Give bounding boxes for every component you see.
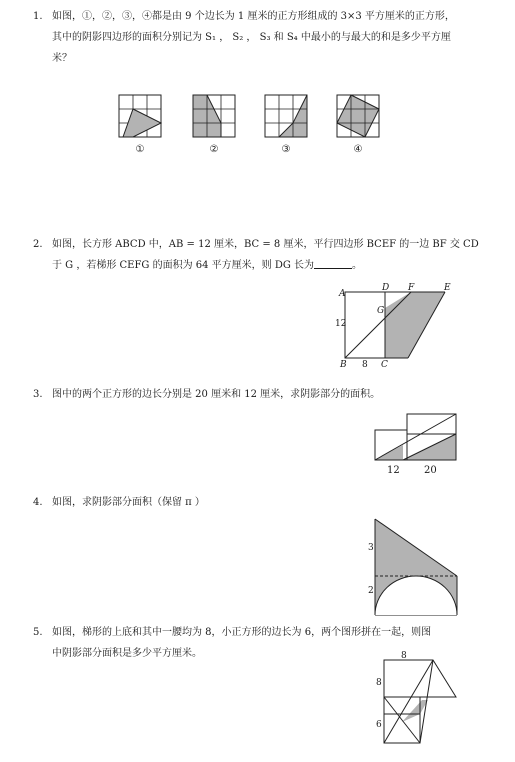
figure-caption: ② [209,144,219,155]
point-label-C: C [381,360,388,370]
bottom-length-label: 2 [368,586,374,596]
problem-5 [33,622,483,664]
side-length-label: 12 [335,319,347,329]
point-label-A: A [339,289,346,299]
two-squares-figure [375,414,456,461]
problem-4 [33,492,483,513]
problem-number: 2. [33,239,43,250]
figure-caption: ① [135,144,145,155]
bottom-length-label: 8 [362,360,368,370]
problem-number: 4. [33,497,43,508]
point-label-G: G [377,306,385,316]
problem-1 [33,6,483,69]
trapezoid-square-figure [384,660,456,744]
problem-text-line: 米？ [52,53,72,64]
top-length-label: 3 [368,543,374,553]
problem-3 [33,384,483,405]
grid-figure-2 [193,95,235,137]
grid-figure-4 [337,95,379,137]
problem-2 [33,234,483,276]
answer-blank[interactable] [314,257,352,269]
problem-text-line: 如图，长方形 ABCD 中，AB = 12 厘米，BC = 8 厘米，平行四边形 BCEF 的一边 BF 交 CD [52,239,479,250]
problem-text-line [52,255,483,276]
point-label-F: F [408,283,415,293]
problem-text-line: 如图，①，②，③，④都是由 9 个边长为 1 厘米的正方形组成的 3×3 平方厘米的正方形， [52,11,455,22]
point-label-B: B [340,360,347,370]
problem-text-line: 如图，梯形的上底和其中一腰均为 8，小正方形的边长为 6，两个图形拼在一起，则图 [52,627,432,638]
grid-figure-3 [265,95,307,137]
problem-text-line: 如图，求阴影部分面积（保留 π ） [52,497,205,508]
problem-text: 。 [352,260,363,271]
problem-text: 于 G ，若梯形 CEFG 的面积为 64 平方厘米，则 DG 长为 [52,260,315,271]
small-square-label: 12 [387,465,400,476]
grid-figure-1 [119,95,161,137]
point-label-D: D [382,283,390,293]
problem-text-line: 其中的阴影四边形的面积分别记为 S₁ ， S₂ ， S₃ 和 S₄ 中最小的与最大的和是多少平方厘 [52,32,451,43]
figure-caption: ③ [281,144,291,155]
square-side-label: 6 [376,720,382,730]
leg-length-label: 8 [376,678,382,688]
figure-caption: ④ [353,144,363,155]
problem-number: 3. [33,389,43,400]
semicircle-triangle-figure [375,519,457,615]
top-length-label: 8 [401,651,407,661]
problem-number: 1. [33,11,43,22]
rectangle-parallelogram-figure [345,292,450,360]
large-square-label: 20 [424,465,437,476]
problem-number: 5. [33,627,43,638]
point-label-E: E [444,283,451,293]
problem-text-line: 图中的两个正方形的边长分别是 20 厘米和 12 厘米，求阴影部分的面积。 [52,389,381,400]
problem-text-line: 中阴影部分面积是多少平方厘米。 [52,648,202,659]
